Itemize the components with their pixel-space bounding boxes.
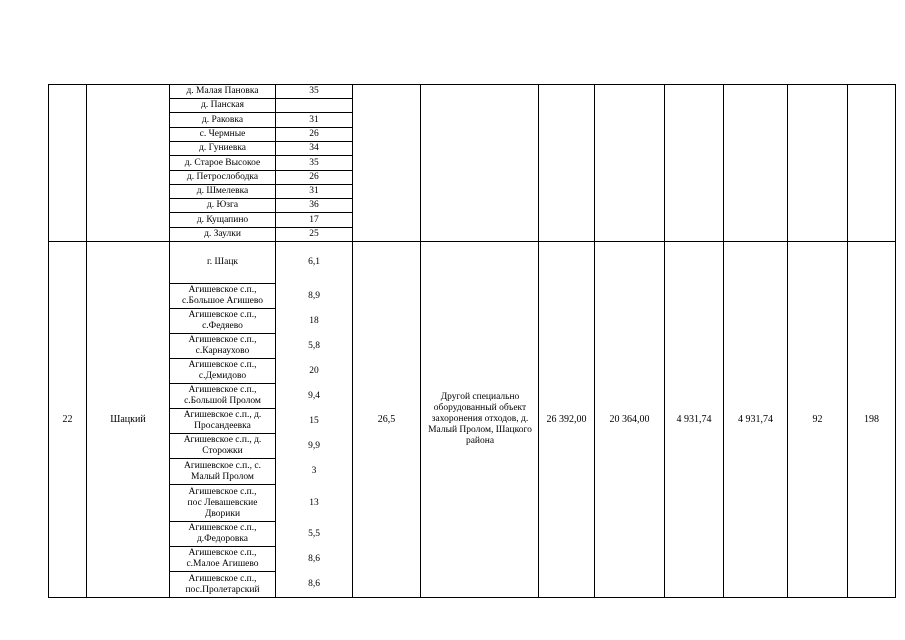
value-cell: 198 [864,413,879,425]
settlement-distance: 26 [309,172,319,182]
settlement-distance: 36 [309,200,319,210]
settlement-distance: 8,6 [308,553,320,564]
settlement-name: Агишевское с.п., пос Левашевские Дворики [187,486,258,519]
settlement-name: Агишевское с.п., с.Большой Пролом [184,385,261,406]
settlement-name: Агишевское с.п., д. Сторожки [183,435,262,456]
settlement-distance: 8,6 [308,579,320,589]
settlement-name: д. Раковка [201,114,244,125]
settlement-distance: 18 [309,315,319,326]
settlement-name: д. Заулки [204,229,241,239]
settlement-name: д. Гуниевка [198,143,247,153]
settlement-distance: 34 [309,143,319,153]
value-cell: 4 931,74 [676,413,712,425]
row-number: 22 [62,413,73,425]
settlement-distance: 13 [309,497,319,508]
settlement-distance: 20 [309,365,319,376]
settlement-name: Агишевское с.п., пос.Пролетарский [185,573,260,595]
settlement-name: Агишевское с.п., д. Просандеевка [183,410,262,431]
table-bottom-border [48,597,895,598]
settlement-distance: 31 [309,114,319,125]
settlement-distance: 26 [309,129,319,139]
settlement-name: д. Кущапино [196,214,249,225]
settlement-distance: 35 [309,86,319,96]
settlement-name: д. Юзга [206,200,239,210]
settlement-distance: 31 [309,186,319,196]
col-line [895,84,896,598]
settlement-distance: 5,8 [308,340,320,351]
settlement-distance [276,99,352,112]
settlement-name: д. Малая Пановка [186,86,259,96]
district-name: Шацкий [110,413,146,425]
settlement-name: д. Петрослободка [186,172,259,182]
facility-description: Другой специально оборудованный объект захоронения отходов, д. Малый Пролом, Шацкого района [428,392,532,446]
settlement-distance: 3 [311,466,317,476]
value-cell: 26 392,00 [546,413,587,425]
value-cell: 92 [812,413,823,425]
settlement-name: Агишевское с.п., с. Малый Пролом [183,460,261,482]
settlement-distance: 5,5 [308,528,320,539]
settlement-name: г. Шацк [206,257,239,267]
value-cell: 20 364,00 [609,413,650,425]
settlement-distance: 9,4 [308,390,320,401]
settlement-name: Агишевское с.п., с.Карнаухово [188,335,257,356]
settlement-distance: 6,1 [308,257,320,267]
settlement-name: с. Чермные [199,129,246,139]
settlement-name: Агишевское с.п., с.Демидово [188,360,257,381]
settlement-name: Агишевское с.п., с.Большое Агишево [181,285,264,306]
average-distance: 26,5 [377,413,396,425]
settlement-name: Агишевское с.п., д.Федоровка [188,523,257,544]
settlement-distance: 35 [309,157,319,168]
settlement-name: д. Панская [200,100,245,110]
col-line [420,84,421,598]
settlement-distance: 25 [309,229,319,239]
settlement-distance: 17 [309,214,319,225]
settlement-name: д. Шмелевка [196,186,249,196]
settlement-distance: 15 [309,415,319,426]
settlement-distance: 8,9 [308,290,320,301]
settlement-name: д. Старое Высокое [184,157,261,168]
value-cell: 4 931,74 [738,413,773,425]
settlement-distance: 9,9 [308,440,320,451]
settlement-name: Агишевское с.п., с.Малое Агишево [186,548,259,569]
settlement-name: Агишевское с.п., с.Федяево [188,310,257,331]
